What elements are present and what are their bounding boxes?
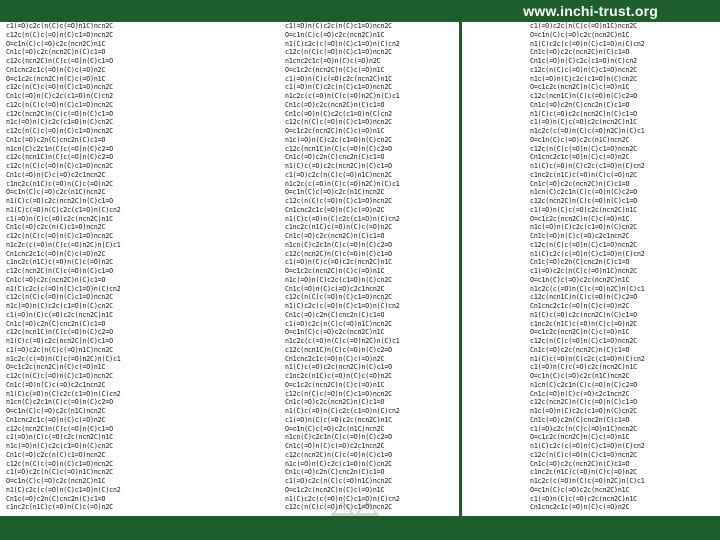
smiles-line: O=c1c2c(ncn2C)n(C)c(=O)n1C bbox=[530, 214, 630, 223]
smiles-line: Cn1c(=O)c2c(ncn2C)n(C)c1=O bbox=[6, 275, 106, 284]
smiles-line: c1(=O)n(C)c2c(n(C)c1=O)ncn2C bbox=[285, 22, 392, 30]
smiles-line: Cn1c(=O)c2c(ncn2C)n(C)c1=O bbox=[530, 179, 630, 188]
smiles-line: n1c(=O)n(C)c2c(c1=O)n(C)cn2C bbox=[285, 459, 392, 468]
smiles-line: n1(C)c(=O)c2c(ncn2C)n(C)c1=O bbox=[285, 162, 392, 170]
smiles-line: n1(C)c(=O)n(C)c2c(c1=O)n(C)cn2 bbox=[6, 205, 121, 214]
smiles-line: c1nc2c(n1C)c(=O)n(C)c(=O)n2C bbox=[6, 503, 113, 512]
smiles-line: n1cn(C)c2c1n(C)c(=O)n(C)c2=O bbox=[285, 240, 392, 249]
smiles-line: c1nc2c(n1C)c(=O)n(C)c(=O)n2C bbox=[530, 170, 637, 179]
smiles-line: O=c1n(C)c(=O)c2c(n1C)ncn2C bbox=[285, 424, 385, 433]
smiles-line: c1nc2c(n1C)c(=O)n(C)c(=O)n2C bbox=[530, 468, 637, 477]
smiles-line: O=c1n(C)c(=O)c2c(ncn2C)n1C bbox=[6, 39, 106, 48]
smiles-line: Cn1c(=O)c2c(ncn2C)n(C)c1=O bbox=[530, 345, 630, 354]
smiles-line: c1(=O)n(C)c(=O)c2c(ncn2C)n1C bbox=[530, 363, 637, 372]
smiles-line: n1cn(C)c2c1n(C)c(=O)n(C)c2=O bbox=[530, 380, 637, 389]
smiles-line: Cn1c(=O)n(C)c2c(c1=O)n(C)cn2 bbox=[6, 92, 113, 100]
smiles-line: Cn1c(=O)c2n(C)cnc2n(C)c1=O bbox=[285, 468, 385, 477]
smiles-line: c12c(ncn2C)n(C)c(=O)n(C)c1=O bbox=[6, 57, 113, 65]
smiles-line: n1(C)c2c(c(=O)n(C)c1=O)n(C)cn2 bbox=[285, 39, 400, 48]
smiles-line: c1(=O)c2c(n(C)c(=O)n1C)ncn2C bbox=[6, 22, 113, 30]
smiles-line: c1nc2c(n1C)c(=O)n(C)c(=O)n2C bbox=[285, 372, 392, 380]
smiles-line: Cn1c(=O)c2n(C)cnc2n(C)c1=O bbox=[285, 310, 385, 319]
smiles-line: n1c2c(c(=O)n(C)c(=O)n2C)n(C)c1 bbox=[530, 284, 645, 293]
smiles-line: n1c2c(c(=O)n(C)c(=O)n2C)n(C)c1 bbox=[285, 337, 400, 345]
smiles-line: O=c1n(C)c(=O)c2c(ncn2C)n1C bbox=[285, 30, 385, 39]
smiles-line: O=c1c2c(ncn2C)n(C)c(=O)n1C bbox=[6, 74, 106, 83]
smiles-line: c12c(ncn1C)n(C)c(=O)n(C)c2=O bbox=[6, 328, 113, 337]
smiles-line: O=c1c2c(ncn2C)n(C)c(=O)n1C bbox=[530, 83, 630, 92]
smiles-line: c12c(ncn1C)n(C)c(=O)n(C)c2=O bbox=[530, 293, 637, 302]
smiles-line: c1(=O)n(C)c(=O)c2c(ncn2C)n1C bbox=[6, 310, 113, 319]
smiles-line: c12c(ncn2C)n(C)c(=O)n(C)c1=O bbox=[285, 450, 392, 459]
smiles-line: n1c2c(c(=O)n(C)c(=O)n2C)n(C)c1 bbox=[6, 354, 121, 363]
smiles-line: n1(C)c2c(c(=O)n(C)c1=O)n(C)cn2 bbox=[285, 494, 400, 503]
smiles-line: n1c2c(c(=O)n(C)c(=O)n2C)n(C)c1 bbox=[530, 127, 645, 135]
smiles-line: c12c(ncn1C)n(C)c(=O)n(C)c2=O bbox=[285, 345, 392, 354]
smiles-line: O=c1n(C)c(=O)c2c(ncn2C)n1C bbox=[530, 485, 630, 494]
smiles-line: c1(=O)n(C)c2c(n(C)c1=O)ncn2C bbox=[285, 83, 392, 92]
smiles-line: n1(C)c(=O)n(C)c2c(c1=O)n(C)cn2 bbox=[530, 162, 645, 170]
logo-watermark-icon bbox=[329, 498, 381, 516]
smiles-line: Cn1c(=O)c2n(C)cnc2n(C)c1=O bbox=[6, 494, 106, 503]
smiles-line: c12c(n(C)c(=O)n(C)c1=O)ncn2C bbox=[530, 144, 637, 153]
smiles-line: n1c(=O)n(C)c2c(c1=O)n(C)cn2C bbox=[6, 302, 113, 310]
smiles-line: Cn1c(=O)n(C)c2c(c1=O)n(C)cn2 bbox=[285, 109, 392, 118]
smiles-line: c1nc2c(n1C)c(=O)n(C)c(=O)n2C bbox=[6, 179, 113, 188]
smiles-line: c12c(ncn1C)n(C)c(=O)n(C)c2=O bbox=[530, 92, 637, 100]
smiles-line: n1c2c(c(=O)n(C)c(=O)n2C)n(C)c1 bbox=[6, 240, 121, 249]
smiles-line: Cn1c(=O)n(C)c(=O)c2c1ncn2C bbox=[285, 442, 385, 450]
smiles-line: c12c(ncn2C)n(C)c(=O)n(C)c1=O bbox=[530, 398, 637, 407]
smiles-panel-left bbox=[0, 22, 253, 516]
smiles-line: c1(=O)c2c(n(C)c(=O)n1C)ncn2C bbox=[6, 345, 113, 354]
smiles-line: Cn1cnc2c1c(=O)n(C)c(=O)n2C bbox=[530, 153, 630, 162]
smiles-panel-middle bbox=[253, 22, 459, 516]
smiles-line: n1(C)c(=O)n(C)c2c(c1=O)n(C)cn2 bbox=[285, 214, 400, 223]
smiles-line: Cn1c(=O)n(C)c2c(c1=O)n(C)cn2 bbox=[530, 57, 637, 65]
smiles-line: n1cn(C)c2c1n(C)c(=O)n(C)c2=O bbox=[6, 398, 113, 407]
smiles-line: O=c1n(C)c(=O)c2c(n1C)ncn2C bbox=[6, 188, 106, 197]
smiles-line: O=c1c2c(ncn2C)n(C)c(=O)n1C bbox=[530, 328, 630, 337]
smiles-line: O=c1n(C)c(=O)c2c(ncn2C)n1C bbox=[285, 328, 385, 337]
smiles-line: c12c(n(C)c(=O)n(C)c1=O)ncn2C bbox=[285, 503, 392, 512]
smiles-line: Cn1c(=O)n(C)c(=O)c2c1ncn2C bbox=[530, 389, 630, 398]
smiles-line: n1(C)c(=O)n(C)c2c(c1=O)n(C)cn2 bbox=[285, 407, 400, 415]
smiles-line: c1(=O)n(C)c(=O)c2c(ncn2C)n1C bbox=[285, 415, 392, 424]
smiles-line: c12c(n(C)c(=O)n(C)c1=O)ncn2C bbox=[285, 197, 392, 205]
smiles-line: c1(=O)n(C)c(=O)c2c(ncn2C)n1C bbox=[530, 494, 637, 503]
smiles-line: O=c1c2c(ncn2C)n(C)c(=O)n1C bbox=[285, 380, 385, 389]
smiles-line: n1cn(C)c2c1n(C)c(=O)n(C)c2=O bbox=[6, 144, 113, 153]
smiles-line: Cn1c(=O)c2c(ncn2C)n(C)c1=O bbox=[285, 100, 385, 109]
smiles-line: Cn1cnc2c1c(=O)n(C)c(=O)n2C bbox=[6, 249, 106, 258]
smiles-panel-right bbox=[462, 22, 720, 516]
smiles-line: c1(=O)c2c(n(C)c(=O)n1C)ncn2C bbox=[285, 170, 392, 179]
smiles-line: n1(C)c2c(c(=O)n(C)c1=O)n(C)cn2 bbox=[530, 442, 645, 450]
smiles-line: c1nc2c(n1C)c(=O)n(C)c(=O)n2C bbox=[285, 223, 392, 232]
smiles-list-middle bbox=[285, 22, 400, 512]
smiles-line: n1c(=O)n(C)c2c(c1=O)n(C)cn2C bbox=[530, 223, 637, 232]
smiles-line: n1(C)c(=O)c2c(ncn2C)n(C)c1=O bbox=[530, 109, 637, 118]
smiles-line: c1(=O)c2c(n(C)c(=O)n1C)ncn2C bbox=[530, 424, 637, 433]
smiles-line: c12c(n(C)c(=O)n(C)c1=O)ncn2C bbox=[6, 100, 113, 109]
smiles-line: Cn1c(=O)c2c(ncn2C)n(C)c1=O bbox=[285, 232, 385, 240]
smiles-line: n1c(=O)n(C)c2c(c1=O)n(C)cn2C bbox=[6, 118, 113, 127]
smiles-line: c1(=O)c2c(n(C)c(=O)n1C)ncn2C bbox=[285, 319, 392, 328]
smiles-line: Cn1c(=O)c2c(n(C)c1=O)ncn2C bbox=[6, 450, 106, 459]
smiles-panel-middle-inner bbox=[253, 22, 459, 516]
smiles-line: n1cn(C)c2c1n(C)c(=O)n(C)c2=O bbox=[530, 188, 637, 197]
smiles-line: n1cn(C)c2c1n(C)c(=O)n(C)c2=O bbox=[285, 433, 392, 442]
smiles-line: O=c1n(C)c(=O)c2c(n1C)ncn2C bbox=[6, 407, 106, 415]
smiles-line: n1(C)c(=O)c2c(ncn2C)n(C)c1=O bbox=[6, 337, 113, 345]
smiles-line: n1(C)c(=O)n(C)c2c(c1=O)n(C)cn2 bbox=[6, 389, 121, 398]
smiles-line: c12c(n(C)c(=O)n(C)c1=O)ncn2C bbox=[6, 293, 113, 302]
smiles-line: n1(C)c2c(c(=O)n(C)c1=O)n(C)cn2 bbox=[285, 302, 400, 310]
smiles-line: Cn1c(=O)c2n(C)cnc2n(C)c1=O bbox=[6, 135, 106, 144]
smiles-line: c12c(n(C)c(=O)n(C)c1=O)ncn2C bbox=[6, 162, 113, 170]
smiles-line: Cn1c(=O)c2n(C)cnc2n(C)c1=O bbox=[530, 258, 630, 267]
smiles-line: c12c(n(C)c(=O)n(C)c1=O)ncn2C bbox=[6, 30, 113, 39]
smiles-line: Cn1c(=O)c2c(ncn2C)n(C)c1=O bbox=[6, 48, 106, 57]
smiles-line: c1(=O)n(C)c(=O)c2c(ncn2C)n1C bbox=[285, 74, 392, 83]
smiles-line: c12c(n(C)c(=O)n(C)c1=O)ncn2C bbox=[6, 127, 113, 135]
smiles-line: c1(=O)c2c(n(C)c(=O)n1C)ncn2C bbox=[6, 468, 113, 477]
smiles-line: O=c1c2c(ncn2C)n(C)c(=O)n1C bbox=[285, 485, 385, 494]
smiles-line: Cn1c(=O)c2n(C)cnc2n(C)c1=O bbox=[530, 415, 630, 424]
smiles-line: c12c(n(C)c(=O)n(C)c1=O)ncn2C bbox=[285, 48, 392, 57]
smiles-line: c12c(n(C)c(=O)n(C)c1=O)ncn2C bbox=[530, 337, 637, 345]
smiles-line: Cn1c(=O)c2c(ncn2C)n(C)c1=O bbox=[285, 398, 385, 407]
smiles-line: O=c1n(C)c(=O)c2c(n1C)ncn2C bbox=[530, 372, 630, 380]
smiles-line: c1(=O)n(C)c(=O)c2c(ncn2C)n1C bbox=[530, 118, 637, 127]
smiles-line: Cn1cnc2c1c(=O)n(C)c(=O)n2C bbox=[530, 503, 630, 512]
smiles-line: O=c1c2c(ncn2C)n(C)c(=O)n1C bbox=[285, 127, 385, 135]
smiles-line: n1(C)c2c(c(=O)n(C)c1=O)n(C)cn2 bbox=[530, 39, 645, 48]
smiles-line: c12c(n(C)c(=O)n(C)c1=O)ncn2C bbox=[6, 459, 113, 468]
smiles-line: n1c(=O)n(C)c2c(c1=O)n(C)cn2C bbox=[6, 442, 113, 450]
smiles-line: n1(C)c(=O)n(C)c2c(c1=O)n(C)cn2 bbox=[530, 354, 645, 363]
smiles-line: O=c1n(C)c(=O)c2c(n1C)ncn2C bbox=[530, 135, 630, 144]
site-url-link[interactable]: www.inchi-trust.org bbox=[523, 3, 658, 19]
footer-bar bbox=[0, 516, 720, 540]
smiles-line: n1c(=O)n(C)c2c(c1=O)n(C)cn2C bbox=[530, 407, 637, 415]
smiles-line: c12c(ncn2C)n(C)c(=O)n(C)c1=O bbox=[6, 109, 113, 118]
smiles-line: c1(=O)n(C)c(=O)c2c(ncn2C)n1C bbox=[530, 205, 637, 214]
smiles-line: c1(=O)c2c(n(C)c(=O)n1C)ncn2C bbox=[530, 267, 637, 275]
smiles-line: c1nc2c(n1C)c(=O)n(C)c(=O)n2C bbox=[6, 258, 113, 267]
smiles-line: n1(C)c(=O)c2c(ncn2C)n(C)c1=O bbox=[285, 363, 392, 372]
header-bar bbox=[0, 0, 720, 24]
smiles-line: c12c(ncn2C)n(C)c(=O)n(C)c1=O bbox=[6, 424, 113, 433]
smiles-line: n1c(=O)n(C)c2c(c1=O)n(C)cn2C bbox=[285, 135, 392, 144]
smiles-line: c1(=O)n(C)c(=O)c2c(ncn2C)n1C bbox=[285, 258, 392, 267]
smiles-line: n1(C)c(=O)c2c(ncn2C)n(C)c1=O bbox=[6, 197, 113, 205]
smiles-line: c12c(n(C)c(=O)n(C)c1=O)ncn2C bbox=[6, 83, 113, 92]
smiles-line: Cn1cnc2c1c(=O)n(C)c(=O)n2C bbox=[285, 205, 385, 214]
smiles-line: n1(C)c2c(c(=O)n(C)c1=O)n(C)cn2 bbox=[6, 284, 121, 293]
smiles-line: n1c2c(c(=O)n(C)c(=O)n2C)n(C)c1 bbox=[285, 92, 400, 100]
smiles-line: O=c1c2c(ncn2C)n(C)c(=O)n1C bbox=[530, 433, 630, 442]
smiles-line: Cn1c(=O)n(C)c(=O)c2c1ncn2C bbox=[285, 284, 385, 293]
smiles-line: c12c(ncn1C)n(C)c(=O)n(C)c2=O bbox=[6, 153, 113, 162]
smiles-line: c12c(n(C)c(=O)n(C)c1=O)ncn2C bbox=[530, 240, 637, 249]
smiles-line: n1c(=O)n(C)c2c(c1=O)n(C)cn2C bbox=[285, 275, 392, 284]
smiles-line: c1(=O)n(C)c(=O)c2c(ncn2C)n1C bbox=[6, 214, 113, 223]
smiles-line: O=c1c2c(ncn2C)n(C)c(=O)n1C bbox=[285, 267, 385, 275]
smiles-line: c12c(n(C)c(=O)n(C)c1=O)ncn2C bbox=[6, 232, 113, 240]
smiles-line: n1(C)c(=O)c2c(ncn2C)n(C)c1=O bbox=[530, 310, 637, 319]
smiles-line: n1c2c(c(=O)n(C)c(=O)n2C)n(C)c1 bbox=[530, 477, 645, 485]
smiles-line: n1c2c(c(=O)n(C)c(=O)n2C)n(C)c1 bbox=[285, 179, 400, 188]
smiles-line: c12c(n(C)c(=O)n(C)c1=O)ncn2C bbox=[285, 389, 392, 398]
smiles-line: O=c1n(C)c(=O)c2c(ncn2C)n1C bbox=[530, 275, 630, 284]
smiles-line: c1(=O)c2c(n(C)c(=O)n1C)ncn2C bbox=[530, 22, 637, 30]
smiles-line: c1(=O)n(C)c(=O)c2c(ncn2C)n1C bbox=[6, 433, 113, 442]
smiles-line: Cn1cnc2c1c(=O)n(C)c(=O)n2C bbox=[6, 415, 106, 424]
smiles-line: O=c1c2c(ncn2C)n(C)c(=O)n1C bbox=[285, 65, 385, 74]
smiles-line: Cn1c(=O)c2n(C)cnc2n(C)c1=O bbox=[285, 153, 385, 162]
smiles-line: c12c(n(C)c(=O)n(C)c1=O)ncn2C bbox=[6, 372, 113, 380]
smiles-line: c12c(ncn1C)n(C)c(=O)n(C)c2=O bbox=[285, 144, 392, 153]
smiles-line: c1(=O)c2c(n(C)c(=O)n1C)ncn2C bbox=[285, 477, 392, 485]
smiles-line: O=c1n(C)c(=O)c2c(ncn2C)n1C bbox=[530, 30, 630, 39]
smiles-line: n1(C)c2c(c(=O)n(C)c1=O)n(C)cn2 bbox=[6, 485, 121, 494]
smiles-line: Cn1c(=O)n(C)c(=O)c2c1ncn2C bbox=[6, 380, 106, 389]
smiles-line: Cn1c(=O)c2n(C)cnc2n(C)c1=O bbox=[6, 319, 106, 328]
smiles-line: c12c(n(C)c(=O)n(C)c1=O)ncn2C bbox=[285, 293, 392, 302]
smiles-line: O=c1n(C)c(=O)c2c(ncn2C)n1C bbox=[6, 477, 106, 485]
smiles-line: n1cnc2c1c(=O)n(C)c(=O)n2C bbox=[285, 57, 381, 65]
smiles-line: c12c(ncn2C)n(C)c(=O)n(C)c1=O bbox=[285, 249, 392, 258]
smiles-line: c12c(n(C)c(=O)n(C)c1=O)ncn2C bbox=[530, 65, 637, 74]
smiles-line: Cn1c(=O)n(C)c(=O)c2c1ncn2C bbox=[530, 232, 630, 240]
smiles-line: c1nc2c(n1C)c(=O)n(C)c(=O)n2C bbox=[530, 319, 637, 328]
smiles-list-right bbox=[530, 22, 645, 512]
smiles-line: c12c(ncn2C)n(C)c(=O)n(C)c1=O bbox=[530, 197, 637, 205]
smiles-line: c12c(n(C)c(=O)n(C)c1=O)ncn2C bbox=[530, 450, 637, 459]
smiles-line: Cn1c(=O)n(C)c(=O)c2c1ncn2C bbox=[6, 170, 106, 179]
smiles-line: O=c1n(C)c(=O)c2c(n1C)ncn2C bbox=[285, 188, 385, 197]
smiles-line: n1c(=O)n(C)c2c(c1=O)n(C)cn2C bbox=[530, 74, 637, 83]
smiles-line: Cn1cnc2c1c(=O)n(C)c(=O)n2C bbox=[530, 302, 630, 310]
smiles-line: Cn1c(=O)c2c(ncn2C)n(C)c1=O bbox=[530, 459, 630, 468]
smiles-list-left bbox=[6, 22, 121, 512]
smiles-line: c12c(n(C)c(=O)n(C)c1=O)ncn2C bbox=[285, 118, 392, 127]
smiles-line: Cn1c(=O)c2n(C)cnc2n(C)c1=O bbox=[530, 100, 630, 109]
smiles-line: n1(C)c2c(c(=O)n(C)c1=O)n(C)cn2 bbox=[530, 249, 645, 258]
smiles-line: Cn1cnc2c1c(=O)n(C)c(=O)n2C bbox=[285, 354, 385, 363]
smiles-line: c12c(ncn2C)n(C)c(=O)n(C)c1=O bbox=[6, 267, 113, 275]
smiles-line: Cn1cnc2c1c(=O)n(C)c(=O)n2C bbox=[6, 65, 106, 74]
smiles-line: Cn1c(=O)c2c(ncn2C)n(C)c1=O bbox=[530, 48, 630, 57]
smiles-line: Cn1c(=O)c2c(n(C)c1=O)ncn2C bbox=[6, 223, 106, 232]
smiles-line: O=c1c2c(ncn2C)n(C)c(=O)n1C bbox=[6, 363, 106, 372]
